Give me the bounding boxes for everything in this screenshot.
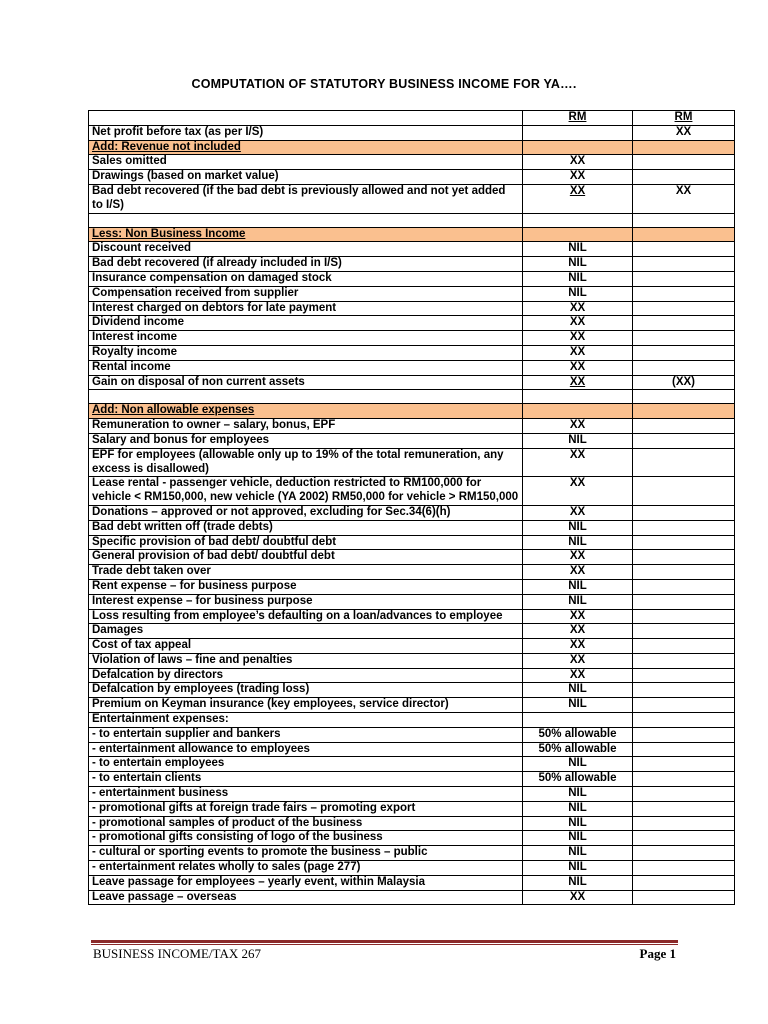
page-title: COMPUTATION OF STATUTORY BUSINESS INCOME FOR YA…. — [191, 77, 577, 91]
row-amount-col1: XX — [523, 316, 633, 331]
row-amount-col2 — [633, 713, 735, 728]
table-row — [89, 861, 735, 876]
row-description: Bad debt recovered (if the bad debt is previously allowed and not yet added to I/S) — [89, 184, 523, 213]
row-amount-col2 — [633, 404, 735, 419]
row-amount-col2 — [633, 301, 735, 316]
row-description: Add: Non allowable expenses — [89, 404, 523, 419]
row-amount-col2 — [633, 579, 735, 594]
table-row — [89, 257, 735, 272]
row-amount-col1: XX — [523, 331, 633, 346]
row-amount-col2 — [633, 757, 735, 772]
row-amount-col1 — [523, 390, 633, 404]
table-row — [89, 624, 735, 639]
row-amount-col2 — [633, 565, 735, 580]
table-row — [89, 698, 735, 713]
row-amount-col2: (XX) — [633, 375, 735, 390]
row-amount-col2 — [633, 609, 735, 624]
table-row — [89, 345, 735, 360]
table-row — [89, 286, 735, 301]
table-row — [89, 816, 735, 831]
table-row — [89, 890, 735, 905]
row-amount-col1: NIL — [523, 831, 633, 846]
row-description: Rent expense – for business purpose — [89, 579, 523, 594]
row-amount-col1: XX — [523, 419, 633, 434]
table-row — [89, 520, 735, 535]
row-amount-col1: NIL — [523, 257, 633, 272]
row-amount-col1: NIL — [523, 861, 633, 876]
row-amount-col2: XX — [633, 184, 735, 213]
row-amount-col1: NIL — [523, 816, 633, 831]
row-description: - to entertain supplier and bankers — [89, 727, 523, 742]
row-description: Rental income — [89, 360, 523, 375]
row-description: - to entertain employees — [89, 757, 523, 772]
header-rm-2: RM — [633, 111, 735, 126]
table-row — [89, 609, 735, 624]
table-row — [89, 316, 735, 331]
row-amount-col2 — [633, 653, 735, 668]
row-amount-col2 — [633, 448, 735, 477]
row-amount-col1 — [523, 713, 633, 728]
row-amount-col1: XX — [523, 375, 633, 390]
row-description: Bad debt written off (trade debts) — [89, 520, 523, 535]
row-amount-col1: XX — [523, 505, 633, 520]
table-row — [89, 448, 735, 477]
row-amount-col2 — [633, 331, 735, 346]
row-amount-col1: NIL — [523, 271, 633, 286]
row-amount-col1: NIL — [523, 875, 633, 890]
row-description: Specific provision of bad debt/ doubtful debt — [89, 535, 523, 550]
row-amount-col2 — [633, 861, 735, 876]
row-amount-col1: XX — [523, 170, 633, 185]
row-description: - promotional gifts at foreign trade fairs – promoting export — [89, 801, 523, 816]
row-amount-col2 — [633, 535, 735, 550]
row-description: Net profit before tax (as per I/S) — [89, 125, 523, 140]
row-amount-col2 — [633, 257, 735, 272]
row-amount-col1 — [523, 140, 633, 155]
row-description: Entertainment expenses: — [89, 713, 523, 728]
row-description: - to entertain clients — [89, 772, 523, 787]
row-description: Bad debt recovered (if already included in I/S) — [89, 257, 523, 272]
row-description: - promotional gifts consisting of logo of the business — [89, 831, 523, 846]
row-description: Gain on disposal of non current assets — [89, 375, 523, 390]
row-amount-col1: XX — [523, 609, 633, 624]
table-row — [89, 727, 735, 742]
row-amount-col2 — [633, 594, 735, 609]
row-amount-col2 — [633, 698, 735, 713]
row-description: Donations – approved or not approved, excluding for Sec.34(6)(h) — [89, 505, 523, 520]
blank-row — [89, 390, 735, 404]
table-row — [89, 375, 735, 390]
table-row — [89, 683, 735, 698]
table-row — [89, 757, 735, 772]
row-amount-col1: XX — [523, 890, 633, 905]
table-row — [89, 360, 735, 375]
footer-course: BUSINESS INCOME/TAX 267 — [93, 946, 261, 961]
row-amount-col2 — [633, 846, 735, 861]
blank-row — [89, 213, 735, 227]
row-amount-col1: 50% allowable — [523, 742, 633, 757]
row-amount-col2 — [633, 890, 735, 905]
footer-rule — [91, 940, 678, 943]
row-description: Interest income — [89, 331, 523, 346]
row-amount-col2 — [633, 271, 735, 286]
table-row — [89, 271, 735, 286]
row-description: Dividend income — [89, 316, 523, 331]
table-row — [89, 155, 735, 170]
header-blank — [89, 111, 523, 126]
table-row — [89, 184, 735, 213]
row-amount-col1: NIL — [523, 520, 633, 535]
row-amount-col2 — [633, 213, 735, 227]
table-row — [89, 846, 735, 861]
row-amount-col1: XX — [523, 477, 633, 506]
row-amount-col2 — [633, 520, 735, 535]
header-row — [89, 111, 735, 126]
row-amount-col2: XX — [633, 125, 735, 140]
row-description: Defalcation by directors — [89, 668, 523, 683]
row-description: - cultural or sporting events to promote the business – public — [89, 846, 523, 861]
row-description: EPF for employees (allowable only up to 19% of the total remuneration, any excess is disallowed) — [89, 448, 523, 477]
table-row — [89, 301, 735, 316]
table-row — [89, 801, 735, 816]
row-amount-col1: XX — [523, 668, 633, 683]
table-row — [89, 125, 735, 140]
row-amount-col2 — [633, 316, 735, 331]
row-amount-col2 — [633, 772, 735, 787]
row-amount-col2 — [633, 477, 735, 506]
row-amount-col1 — [523, 213, 633, 227]
row-description: Discount received — [89, 242, 523, 257]
section-header-row — [89, 404, 735, 419]
row-amount-col1: XX — [523, 624, 633, 639]
header-rm-1: RM — [523, 111, 633, 126]
row-amount-col2 — [633, 419, 735, 434]
computation-table — [88, 110, 735, 905]
row-description: Add: Revenue not included — [89, 140, 523, 155]
row-description: Drawings (based on market value) — [89, 170, 523, 185]
row-description: Interest charged on debtors for late payment — [89, 301, 523, 316]
row-amount-col2 — [633, 390, 735, 404]
row-amount-col2 — [633, 668, 735, 683]
table-row — [89, 331, 735, 346]
row-description: Violation of laws – fine and penalties — [89, 653, 523, 668]
row-amount-col2 — [633, 683, 735, 698]
row-amount-col2 — [633, 550, 735, 565]
row-description: Sales omitted — [89, 155, 523, 170]
row-amount-col1: XX — [523, 653, 633, 668]
row-amount-col1 — [523, 404, 633, 419]
table-row — [89, 668, 735, 683]
row-amount-col1: XX — [523, 565, 633, 580]
row-amount-col1: XX — [523, 360, 633, 375]
row-description: Damages — [89, 624, 523, 639]
row-description: - entertainment business — [89, 787, 523, 802]
row-amount-col2 — [633, 875, 735, 890]
row-amount-col2 — [633, 727, 735, 742]
row-amount-col1: NIL — [523, 594, 633, 609]
row-amount-col1 — [523, 227, 633, 242]
table-row — [89, 242, 735, 257]
row-amount-col2 — [633, 742, 735, 757]
row-description: Cost of tax appeal — [89, 639, 523, 654]
row-description: Leave passage for employees – yearly event, within Malaysia — [89, 875, 523, 890]
row-description: Salary and bonus for employees — [89, 433, 523, 448]
row-description: Remuneration to owner – salary, bonus, EPF — [89, 419, 523, 434]
row-amount-col2 — [633, 155, 735, 170]
row-description: Insurance compensation on damaged stock — [89, 271, 523, 286]
table-row — [89, 594, 735, 609]
row-description: - entertainment allowance to employees — [89, 742, 523, 757]
row-amount-col2 — [633, 505, 735, 520]
row-amount-col2 — [633, 433, 735, 448]
row-amount-col2 — [633, 624, 735, 639]
footer-page-number: Page 1 — [639, 946, 676, 961]
table-row — [89, 505, 735, 520]
row-description: Interest expense – for business purpose — [89, 594, 523, 609]
table-row — [89, 550, 735, 565]
row-amount-col1 — [523, 125, 633, 140]
table-row — [89, 831, 735, 846]
row-amount-col1: NIL — [523, 846, 633, 861]
row-description: General provision of bad debt/ doubtful debt — [89, 550, 523, 565]
row-description: Leave passage – overseas — [89, 890, 523, 905]
row-amount-col2 — [633, 801, 735, 816]
row-amount-col1: NIL — [523, 579, 633, 594]
section-header-row — [89, 227, 735, 242]
table-row — [89, 787, 735, 802]
row-amount-col1: NIL — [523, 535, 633, 550]
row-amount-col2 — [633, 360, 735, 375]
row-amount-col1: NIL — [523, 787, 633, 802]
table-row — [89, 535, 735, 550]
row-amount-col1: NIL — [523, 433, 633, 448]
row-description: - promotional samples of product of the business — [89, 816, 523, 831]
row-amount-col1: XX — [523, 550, 633, 565]
row-amount-col1: XX — [523, 301, 633, 316]
table-row — [89, 772, 735, 787]
row-amount-col1: XX — [523, 155, 633, 170]
table-row — [89, 433, 735, 448]
table-row — [89, 653, 735, 668]
row-amount-col1: NIL — [523, 757, 633, 772]
row-amount-col2 — [633, 831, 735, 846]
row-description: Compensation received from supplier — [89, 286, 523, 301]
row-description: Trade debt taken over — [89, 565, 523, 580]
table-row — [89, 639, 735, 654]
row-description — [89, 390, 523, 404]
row-amount-col2 — [633, 242, 735, 257]
row-amount-col2 — [633, 286, 735, 301]
table-row — [89, 713, 735, 728]
table-row — [89, 477, 735, 506]
table-row — [89, 170, 735, 185]
row-amount-col1: XX — [523, 184, 633, 213]
table-row — [89, 419, 735, 434]
row-description: Defalcation by employees (trading loss) — [89, 683, 523, 698]
row-amount-col1: NIL — [523, 698, 633, 713]
row-amount-col1: NIL — [523, 286, 633, 301]
row-amount-col2 — [633, 345, 735, 360]
table-row — [89, 579, 735, 594]
row-description: Lease rental - passenger vehicle, deduction restricted to RM100,000 for vehicle < RM150,000, new vehicle (YA 2002) RM50,000 for vehicle > RM150,000 — [89, 477, 523, 506]
row-description: - entertainment relates wholly to sales (page 277) — [89, 861, 523, 876]
row-amount-col1: XX — [523, 345, 633, 360]
row-description: Loss resulting from employee’s defaulting on a loan/advances to employee — [89, 609, 523, 624]
row-amount-col1: NIL — [523, 801, 633, 816]
footer-rule-thin — [91, 944, 678, 945]
row-amount-col1: 50% allowable — [523, 772, 633, 787]
row-amount-col2 — [633, 639, 735, 654]
row-description: Premium on Keyman insurance (key employees, service director) — [89, 698, 523, 713]
table-row — [89, 565, 735, 580]
row-amount-col2 — [633, 227, 735, 242]
row-description — [89, 213, 523, 227]
row-amount-col2 — [633, 170, 735, 185]
row-amount-col1: 50% allowable — [523, 727, 633, 742]
row-amount-col1: NIL — [523, 242, 633, 257]
row-amount-col2 — [633, 816, 735, 831]
row-amount-col1: NIL — [523, 683, 633, 698]
row-description: Less: Non Business Income — [89, 227, 523, 242]
table-row — [89, 875, 735, 890]
row-description: Royalty income — [89, 345, 523, 360]
section-header-row — [89, 140, 735, 155]
row-amount-col1: XX — [523, 639, 633, 654]
table-row — [89, 742, 735, 757]
row-amount-col2 — [633, 140, 735, 155]
row-amount-col1: XX — [523, 448, 633, 477]
row-amount-col2 — [633, 787, 735, 802]
